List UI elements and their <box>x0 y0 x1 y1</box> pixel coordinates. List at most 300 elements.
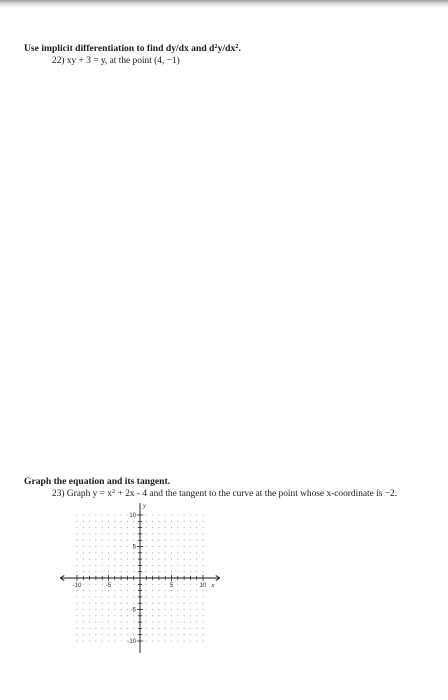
grid-dot <box>184 596 185 597</box>
grid-dot <box>165 628 166 629</box>
grid-dot <box>196 514 197 515</box>
grid-dot <box>76 546 77 547</box>
grid-dot <box>102 533 103 534</box>
grid-dot <box>76 603 77 604</box>
grid-dot <box>83 609 84 610</box>
grid-dot <box>190 609 191 610</box>
grid-dot <box>114 527 115 528</box>
grid-dot <box>95 540 96 541</box>
grid-dot <box>165 540 166 541</box>
grid-dot <box>165 634 166 635</box>
grid-dot <box>190 559 191 560</box>
grid-dot <box>108 521 109 522</box>
grid-dot <box>89 628 90 629</box>
grid-dot <box>121 584 122 585</box>
grid-dot <box>133 596 134 597</box>
grid-dot <box>152 540 153 541</box>
grid-dot <box>196 533 197 534</box>
grid-dot <box>184 615 185 616</box>
grid-dot <box>102 521 103 522</box>
grid-dot <box>121 640 122 641</box>
grid-dot <box>158 628 159 629</box>
grid-dot <box>158 584 159 585</box>
grid-dot <box>102 634 103 635</box>
grid-dot <box>146 514 147 515</box>
grid-dot <box>89 640 90 641</box>
grid-dot <box>114 533 115 534</box>
grid-dot <box>146 609 147 610</box>
grid-dot <box>127 514 128 515</box>
grid-dot <box>190 590 191 591</box>
grid-dot <box>127 546 128 547</box>
grid-dot <box>177 622 178 623</box>
grid-dot <box>114 603 115 604</box>
grid-dot <box>202 609 203 610</box>
grid-dot <box>76 615 77 616</box>
grid-dot <box>114 590 115 591</box>
grid-dot <box>190 540 191 541</box>
grid-dot <box>102 609 103 610</box>
section-heading-implicit-differentiation <box>24 43 241 54</box>
grid-dot <box>83 527 84 528</box>
grid-dot <box>202 590 203 591</box>
grid-dot <box>190 565 191 566</box>
grid-dot <box>121 603 122 604</box>
grid-dot <box>152 552 153 553</box>
grid-dot <box>152 596 153 597</box>
grid-dot <box>108 540 109 541</box>
grid-dot <box>196 615 197 616</box>
grid-dot <box>102 552 103 553</box>
grid-dot <box>190 634 191 635</box>
grid-dot <box>95 552 96 553</box>
grid-dot <box>171 622 172 623</box>
grid-dot <box>196 584 197 585</box>
grid-dot <box>184 609 185 610</box>
grid-dot <box>202 596 203 597</box>
grid-dot <box>177 596 178 597</box>
grid-dot <box>158 533 159 534</box>
grid-dot <box>196 521 197 522</box>
grid-dot <box>146 540 147 541</box>
grid-dot <box>165 603 166 604</box>
grid-dot <box>133 533 134 534</box>
grid-dot <box>108 596 109 597</box>
problem-text: 23) Graph y = x <box>52 489 112 499</box>
grid-dot <box>152 533 153 534</box>
grid-dot <box>89 571 90 572</box>
grid-dot <box>152 590 153 591</box>
x-tick-label: 10 <box>199 583 207 589</box>
grid-dot <box>152 609 153 610</box>
grid-dot <box>95 533 96 534</box>
grid-dot <box>89 615 90 616</box>
grid-dot <box>114 552 115 553</box>
grid-dot <box>89 514 90 515</box>
grid-dot <box>190 622 191 623</box>
grid-dot <box>102 527 103 528</box>
grid-dot <box>165 640 166 641</box>
grid-dot <box>108 546 109 547</box>
grid-dot <box>146 640 147 641</box>
grid-dot <box>158 615 159 616</box>
grid-dot <box>108 628 109 629</box>
grid-dot <box>158 590 159 591</box>
grid-dot <box>158 603 159 604</box>
grid-dot <box>102 596 103 597</box>
grid-dot <box>184 571 185 572</box>
grid-dot <box>177 514 178 515</box>
grid-dot <box>83 565 84 566</box>
problem-22: 22) xy + 3 = y, at the point (4, −1) <box>52 56 180 66</box>
grid-dot <box>133 590 134 591</box>
grid-dot <box>102 590 103 591</box>
grid-dot <box>108 514 109 515</box>
grid-dot <box>133 521 134 522</box>
grid-dot <box>102 622 103 623</box>
grid-dot <box>127 584 128 585</box>
grid-dot <box>202 546 203 547</box>
heading-text: Use implicit differentiation to find dy/dx and d <box>24 43 215 54</box>
grid-dot <box>95 571 96 572</box>
grid-dot <box>114 622 115 623</box>
grid-dot <box>95 609 96 610</box>
y-axis-label: y <box>143 503 146 510</box>
grid-dot <box>184 603 185 604</box>
grid-dot <box>121 571 122 572</box>
grid-dot <box>165 533 166 534</box>
grid-dot <box>76 628 77 629</box>
grid-dot <box>133 622 134 623</box>
grid-dot <box>177 640 178 641</box>
grid-dot <box>76 533 77 534</box>
grid-dot <box>83 533 84 534</box>
grid-dot <box>165 527 166 528</box>
grid-dot <box>127 552 128 553</box>
grid-dot <box>171 628 172 629</box>
grid-dot <box>202 521 203 522</box>
grid-dot <box>165 590 166 591</box>
grid-dot <box>121 565 122 566</box>
grid-dot <box>121 615 122 616</box>
grid-dot <box>171 615 172 616</box>
grid-dot <box>196 527 197 528</box>
grid-dot <box>190 615 191 616</box>
grid-dot <box>196 634 197 635</box>
grid-dot <box>196 546 197 547</box>
grid-dot <box>146 571 147 572</box>
grid-dot <box>190 603 191 604</box>
grid-dot <box>108 603 109 604</box>
grid-dot <box>158 571 159 572</box>
grid-dot <box>152 584 153 585</box>
grid-dot <box>165 584 166 585</box>
grid-dot <box>133 540 134 541</box>
grid-dot <box>146 615 147 616</box>
grid-dot <box>102 615 103 616</box>
grid-dot <box>95 559 96 560</box>
grid-dot <box>89 603 90 604</box>
grid-dot <box>146 596 147 597</box>
grid-dot <box>89 596 90 597</box>
grid-dot <box>76 640 77 641</box>
grid-dot <box>190 628 191 629</box>
grid-dot <box>196 559 197 560</box>
grid-dot <box>158 565 159 566</box>
grid-dot <box>177 527 178 528</box>
grid-dot <box>121 521 122 522</box>
grid-dot <box>83 584 84 585</box>
grid-dot <box>202 565 203 566</box>
grid-dot <box>89 521 90 522</box>
grid-dot <box>146 527 147 528</box>
grid-dot <box>95 521 96 522</box>
grid-dot <box>184 634 185 635</box>
grid-dot <box>171 559 172 560</box>
grid-dot <box>108 640 109 641</box>
grid-dot <box>165 571 166 572</box>
grid-dot <box>95 628 96 629</box>
page-top-shadow <box>0 0 448 8</box>
grid-dot <box>133 559 134 560</box>
grid-dot <box>171 603 172 604</box>
x-tick-label: -10 <box>72 583 82 589</box>
grid-dot <box>133 634 134 635</box>
grid-dot <box>202 514 203 515</box>
grid-dot <box>89 546 90 547</box>
grid-dot <box>89 565 90 566</box>
grid-dot <box>196 640 197 641</box>
grid-dot <box>95 615 96 616</box>
grid-dot <box>76 596 77 597</box>
grid-dot <box>83 546 84 547</box>
grid-dot <box>146 603 147 604</box>
grid-dot <box>83 603 84 604</box>
grid-dot <box>83 552 84 553</box>
grid-dot <box>127 571 128 572</box>
grid-dot <box>133 527 134 528</box>
grid-dot <box>196 540 197 541</box>
grid-dot <box>165 521 166 522</box>
grid-dot <box>158 521 159 522</box>
grid-dot <box>114 584 115 585</box>
grid-dot <box>114 559 115 560</box>
grid-dot <box>146 552 147 553</box>
grid-dot <box>171 527 172 528</box>
grid-dot <box>127 527 128 528</box>
grid-dot <box>127 596 128 597</box>
grid-dot <box>114 628 115 629</box>
grid-dot <box>102 540 103 541</box>
grid-dot <box>184 527 185 528</box>
grid-dot <box>76 571 77 572</box>
grid-dot <box>121 514 122 515</box>
grid-dot <box>114 634 115 635</box>
grid-dot <box>152 521 153 522</box>
grid-dot <box>158 552 159 553</box>
problem-text: + 2x - 4 and the tangent to the curve at the point whose x-coordinate is −2. <box>115 489 398 499</box>
grid-dot <box>89 533 90 534</box>
grid-dot <box>152 622 153 623</box>
grid-dot <box>102 628 103 629</box>
grid-dot <box>121 628 122 629</box>
grid-dot <box>114 571 115 572</box>
grid-dot <box>133 565 134 566</box>
grid-dot <box>196 596 197 597</box>
grid-dot <box>152 628 153 629</box>
grid-dot <box>190 584 191 585</box>
grid-dot <box>158 559 159 560</box>
grid-dot <box>89 552 90 553</box>
grid-dot <box>177 546 178 547</box>
heading-text: y/dx <box>217 43 236 54</box>
heading-text: . <box>238 43 241 54</box>
grid-dot <box>76 527 77 528</box>
grid-dot <box>177 584 178 585</box>
grid-dot <box>76 609 77 610</box>
grid-dot <box>177 571 178 572</box>
heading-superscript: 2 <box>235 43 239 50</box>
grid-dot <box>196 603 197 604</box>
grid-dot <box>202 615 203 616</box>
grid-dot <box>184 640 185 641</box>
grid-dot <box>171 514 172 515</box>
grid-dot <box>196 590 197 591</box>
grid-dot <box>121 559 122 560</box>
grid-dot <box>196 628 197 629</box>
grid-dot <box>158 634 159 635</box>
problem-23 <box>52 489 397 499</box>
grid-dot <box>196 571 197 572</box>
grid-dot <box>76 552 77 553</box>
grid-dot <box>146 546 147 547</box>
grid-dot <box>102 546 103 547</box>
grid-dot <box>95 565 96 566</box>
grid-dot <box>102 565 103 566</box>
grid-dot <box>190 533 191 534</box>
grid-dot <box>202 571 203 572</box>
grid-dot <box>127 609 128 610</box>
grid-dot <box>190 521 191 522</box>
grid-dot <box>108 527 109 528</box>
grid-dot <box>184 622 185 623</box>
grid-dot <box>89 622 90 623</box>
grid-dot <box>184 628 185 629</box>
grid-dot <box>127 540 128 541</box>
grid-dot <box>83 640 84 641</box>
grid-dot <box>146 559 147 560</box>
grid-dot <box>177 634 178 635</box>
grid-dot <box>133 628 134 629</box>
grid-dot <box>196 622 197 623</box>
grid-dot <box>146 584 147 585</box>
grid-dot <box>177 559 178 560</box>
grid-dot <box>171 634 172 635</box>
grid-dot <box>121 609 122 610</box>
grid-dot <box>146 565 147 566</box>
grid-dot <box>177 552 178 553</box>
grid-dot <box>121 546 122 547</box>
grid-dot <box>76 521 77 522</box>
grid-dot <box>158 622 159 623</box>
grid-dot <box>184 521 185 522</box>
grid-dot <box>83 622 84 623</box>
grid-dot <box>83 540 84 541</box>
grid-dot <box>165 596 166 597</box>
grid-dot <box>171 571 172 572</box>
grid-dot <box>89 527 90 528</box>
heading-superscript: 2 <box>214 43 218 50</box>
grid-dot <box>171 640 172 641</box>
grid-dot <box>158 609 159 610</box>
grid-dot <box>152 559 153 560</box>
grid-dot <box>177 533 178 534</box>
grid-dot <box>108 609 109 610</box>
grid-dot <box>108 634 109 635</box>
grid-dot <box>171 609 172 610</box>
grid-dot <box>114 540 115 541</box>
grid-dot <box>177 609 178 610</box>
grid-dot <box>89 609 90 610</box>
grid-dot <box>171 546 172 547</box>
grid-dot <box>202 603 203 604</box>
grid-dot <box>196 552 197 553</box>
grid-dot <box>121 533 122 534</box>
grid-dot <box>76 565 77 566</box>
grid-dot <box>89 584 90 585</box>
y-tick-label: 5 <box>132 544 136 551</box>
grid-dot <box>95 546 96 547</box>
grid-dot <box>171 590 172 591</box>
grid-dot <box>202 634 203 635</box>
grid-dot <box>76 622 77 623</box>
grid-dot <box>152 565 153 566</box>
grid-dot <box>108 552 109 553</box>
grid-dot <box>190 552 191 553</box>
grid-dot <box>102 571 103 572</box>
grid-dot <box>114 546 115 547</box>
x-tick-label: -5 <box>105 583 112 589</box>
grid-dot <box>95 634 96 635</box>
grid-dot <box>202 628 203 629</box>
grid-dot <box>133 615 134 616</box>
grid-dot <box>76 540 77 541</box>
grid-dot <box>114 521 115 522</box>
grid-dot <box>83 559 84 560</box>
tick-labels <box>73 503 215 645</box>
grid-dot <box>152 640 153 641</box>
grid-dot <box>177 521 178 522</box>
grid-dot <box>114 615 115 616</box>
grid-dot <box>165 559 166 560</box>
grid-dot <box>121 590 122 591</box>
grid-dot <box>102 584 103 585</box>
grid-dot <box>76 634 77 635</box>
grid-dot <box>89 559 90 560</box>
grid-dot <box>95 514 96 515</box>
grid-dot <box>177 590 178 591</box>
grid-dot <box>83 628 84 629</box>
grid-dot <box>184 514 185 515</box>
grid-dot <box>190 514 191 515</box>
x-axis-label: x <box>211 582 215 589</box>
grid-dot <box>158 546 159 547</box>
grid-dot <box>108 622 109 623</box>
grid-dot <box>177 615 178 616</box>
grid-dot <box>108 533 109 534</box>
grid-dot <box>202 540 203 541</box>
grid-dot <box>171 540 172 541</box>
